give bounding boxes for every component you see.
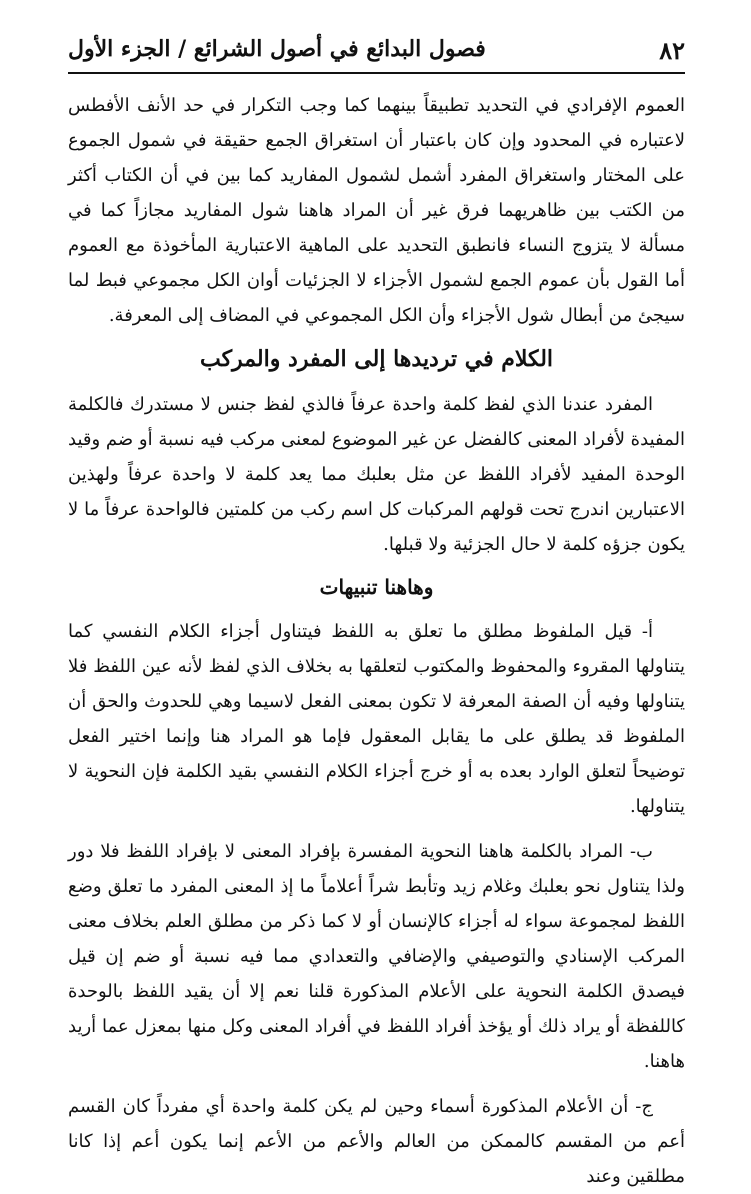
note-b: ب- المراد بالكلمة هاهنا النحوية المفسرة بإفراد المعنى لا بإفراد اللفظ فلا دور ولذا يتناول نحو بعلبك وغلام زيد وتأبط شراً أعلاماً ما إذ المعنى المفرد ما تعلق وضع اللفظ لمجموعة سواء له أجزاء كالإنسان أو لا كما ذكر من مطلق العلم بخلاف معنى المركب الإسنادي والتوصيفي والإضافي والتعدادي مما فيه نسبة أو ضم إن قيل فيصدق الكلمة النحوية على الأعلام المذكورة قلنا نعم إلا أن يقيد اللفظ بالوحدة كاللفظة أو يراد ذلك أو يؤخذ أفراد اللفظ في أفراد المعنى وكل منها بمعزل عما أريد هاهنا. [68, 841, 685, 1072]
header-divider [68, 72, 685, 74]
paragraph-definition: المفرد عندنا الذي لفظ كلمة واحدة عرفاً فالذي لفظ جنس لا مستدرك فالكلمة المفيدة لأفراد المعنى كالفضل عن غير الموضوع لمعنى مركب فيه نسبة أو ضم وقيد الوحدة المفيد لأفراد اللفظ عن مثل بعلبك مما يعد كلمة لا واحدة عرفاً ولهذين الاعتبارين اندرج تحت قولهم المركبات كل اسم ركب من كلمتين فالواحدة عرفاً ما لا يكون جزؤه كلمة لا حال الجزئية ولا قبلها. [68, 394, 685, 555]
paragraph-continuation: العموم الإفرادي في التحديد تطبيقاً بينهما كما وجب التكرار في حد الأنف الأفطس لاعتباره في المحدود وإن كان باعتبار أن استغراق الجمع حقيقة في شمول الجموع على المختار واستغراق المفرد أشمل لشمول المفاريد كما بين في أن الكتاب أكثر من الكتب بين ظاهريهما فرق غير أن المراد هاهنا شول المفاريد مجازاً كما في مسألة لا يتزوج النساء فانطبق التحديد على الماهية الاعتبارية المأخوذة مع العموم أما القول بأن عموم الجمع لشمول الأجزاء لا الجزئيات أوان الكل مجموعي فبط لما سيجئ من أبطال شول الأجزاء وأن الكل المجموعي في المضاف إلى المعرفة. [68, 95, 685, 326]
note-c: ج- أن الأعلام المذكورة أسماء وحين لم يكن كلمة واحدة أي مفرداً كان القسم أعم من المقسم كالممكن من العالم والأعم من الأعم إنما يكون أعم إذا كانا مطلقين وعند [68, 1096, 685, 1187]
page-header [68, 30, 685, 74]
note-a: أ- قيل الملفوظ مطلق ما تعلق به اللفظ فيتناول أجزاء الكلام النفسي كما يتناولها المقروء والمحفوظ والمكتوب لتعلقها به بخلاف الذي لفظ لأنه عين اللفظ فلا يتناولها وفيه أن الصفة المعرفة لا تكون بمعنى الفعل لاسيما وهي للحدوث والحق أن الملفوظ قد يطلق على ما يقابل المعقول فإما هو المراد هنا وإنما اختير الفعل توضيحاً لتعلق الوارد بعده به أو خرج أجزاء الكلام النفسي بقيد الكلمة فإن النحوية لا يتناولها. [68, 621, 685, 817]
running-title: فصول البدائع في أصول الشرائع / الجزء الأول [68, 36, 486, 62]
page-body [68, 88, 685, 1194]
section-heading: الكلام في ترديدها إلى المفرد والمركب [199, 346, 554, 372]
page-number: ٨٢ [659, 36, 685, 65]
subsection-heading: وهاهنا تنبيهات [319, 575, 434, 599]
